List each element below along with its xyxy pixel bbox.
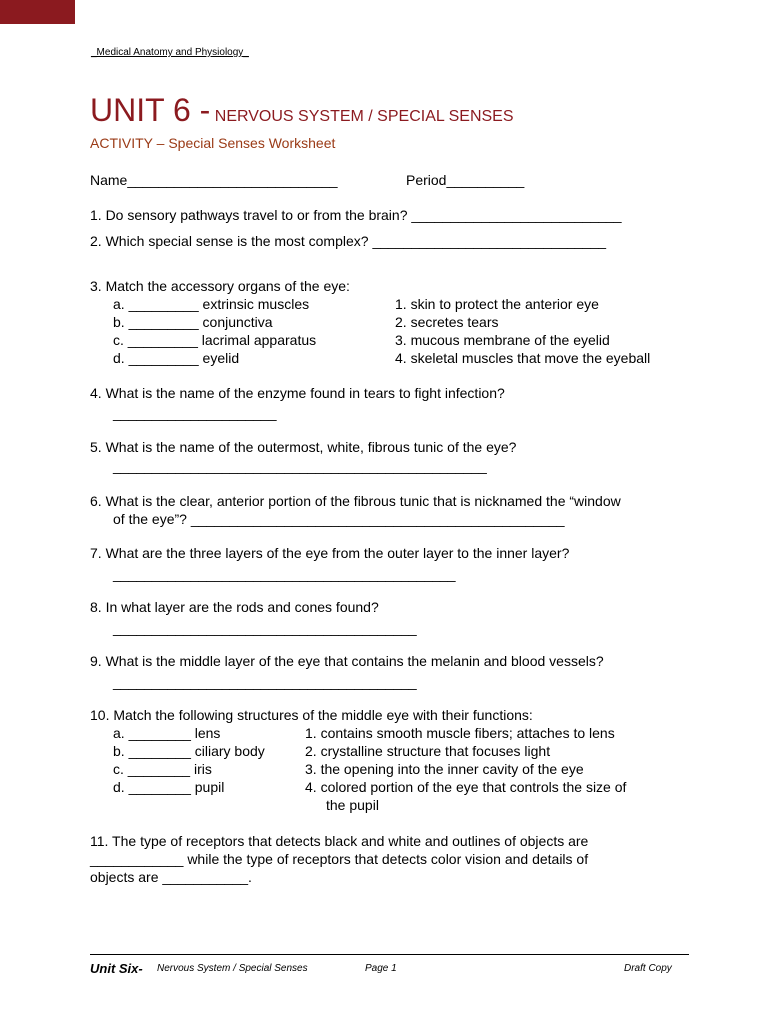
footer-draft-label: Draft Copy bbox=[624, 963, 672, 974]
q3-def-2: 2. secretes tears bbox=[395, 314, 499, 330]
q10-func-1: 1. contains smooth muscle fibers; attaches to lens bbox=[305, 725, 615, 741]
question-8-answer[interactable]: _______________________________________ bbox=[113, 620, 417, 636]
unit-number: UNIT 6 - bbox=[90, 92, 211, 128]
q3-def-4: 4. skeletal muscles that move the eyeball bbox=[395, 350, 651, 366]
question-7: 7. What are the three layers of the eye from the outer layer to the inner layer? bbox=[90, 545, 570, 561]
q11-line-2[interactable]: ____________ while the type of receptors that detects color vision and details of bbox=[90, 851, 589, 867]
question-10-functions bbox=[305, 724, 626, 814]
question-10-prompt: 10. Match the following structures of the middle eye with their functions: bbox=[90, 707, 533, 723]
unit-topic: NERVOUS SYSTEM / SPECIAL SENSES bbox=[214, 108, 514, 125]
question-4-answer[interactable]: _____________________ bbox=[113, 405, 277, 421]
question-6: 6. What is the clear, anterior portion of the fibrous tunic that is nicknamed the “window bbox=[90, 493, 621, 509]
question-1[interactable]: 1. Do sensory pathways travel to or from the brain? ___________________________ bbox=[90, 207, 622, 223]
question-5-answer[interactable]: ________________________________________________ bbox=[113, 458, 487, 474]
period-field[interactable]: Period__________ bbox=[406, 172, 525, 188]
question-6-answer[interactable]: of the eye”? ________________________________________________ bbox=[113, 511, 565, 527]
question-9-answer[interactable]: _______________________________________ bbox=[113, 674, 417, 690]
unit-heading bbox=[90, 92, 514, 129]
question-8: 8. In what layer are the rods and cones found? bbox=[90, 599, 379, 615]
question-3-terms bbox=[113, 295, 316, 367]
footer-page-number: Page 1 bbox=[365, 963, 397, 974]
q3-term-c[interactable]: c. _________ lacrimal apparatus bbox=[113, 332, 317, 348]
question-5: 5. What is the name of the outermost, white, fibrous tunic of the eye? bbox=[90, 439, 517, 455]
footer-divider bbox=[90, 954, 689, 955]
q10-term-b[interactable]: b. ________ ciliary body bbox=[113, 743, 265, 759]
question-3-definitions bbox=[395, 295, 650, 367]
q3-term-d[interactable]: d. _________ eyelid bbox=[113, 350, 240, 366]
q3-def-1: 1. skin to protect the anterior eye bbox=[395, 296, 599, 312]
q10-func-4-continued: the pupil bbox=[326, 797, 379, 813]
q10-term-a[interactable]: a. ________ lens bbox=[113, 725, 221, 741]
corner-color-block bbox=[0, 0, 75, 24]
footer-unit: Unit Six- bbox=[90, 961, 143, 976]
activity-title: ACTIVITY – Special Senses Worksheet bbox=[90, 135, 336, 151]
question-4: 4. What is the name of the enzyme found in tears to fight infection? bbox=[90, 385, 505, 401]
question-10-terms bbox=[113, 724, 265, 796]
q3-term-a[interactable]: a. _________ extrinsic muscles bbox=[113, 296, 310, 312]
name-field[interactable]: Name___________________________ bbox=[90, 172, 338, 188]
q3-term-b[interactable]: b. _________ conjunctiva bbox=[113, 314, 273, 330]
q10-term-c[interactable]: c. ________ iris bbox=[113, 761, 212, 777]
question-7-answer[interactable]: ____________________________________________ bbox=[113, 566, 456, 582]
q11-line-3[interactable]: objects are ___________. bbox=[90, 869, 252, 885]
q11-line-1: 11. The type of receptors that detects black and white and outlines of objects are bbox=[90, 833, 589, 849]
q10-term-d[interactable]: d. ________ pupil bbox=[113, 779, 225, 795]
question-11 bbox=[90, 832, 588, 886]
q10-func-2: 2. crystalline structure that focuses light bbox=[305, 743, 551, 759]
footer-subtitle: Nervous System / Special Senses bbox=[157, 963, 308, 974]
q3-def-3: 3. mucous membrane of the eyelid bbox=[395, 332, 610, 348]
question-3-prompt: 3. Match the accessory organs of the eye: bbox=[90, 278, 350, 294]
q10-func-3: 3. the opening into the inner cavity of the eye bbox=[305, 761, 584, 777]
question-2[interactable]: 2. Which special sense is the most complex? ______________________________ bbox=[90, 233, 607, 249]
course-title: _Medical Anatomy and Physiology_ bbox=[91, 47, 249, 58]
q10-func-4: 4. colored portion of the eye that controls the size of bbox=[305, 779, 627, 795]
question-9: 9. What is the middle layer of the eye that contains the melanin and blood vessels? bbox=[90, 653, 604, 669]
